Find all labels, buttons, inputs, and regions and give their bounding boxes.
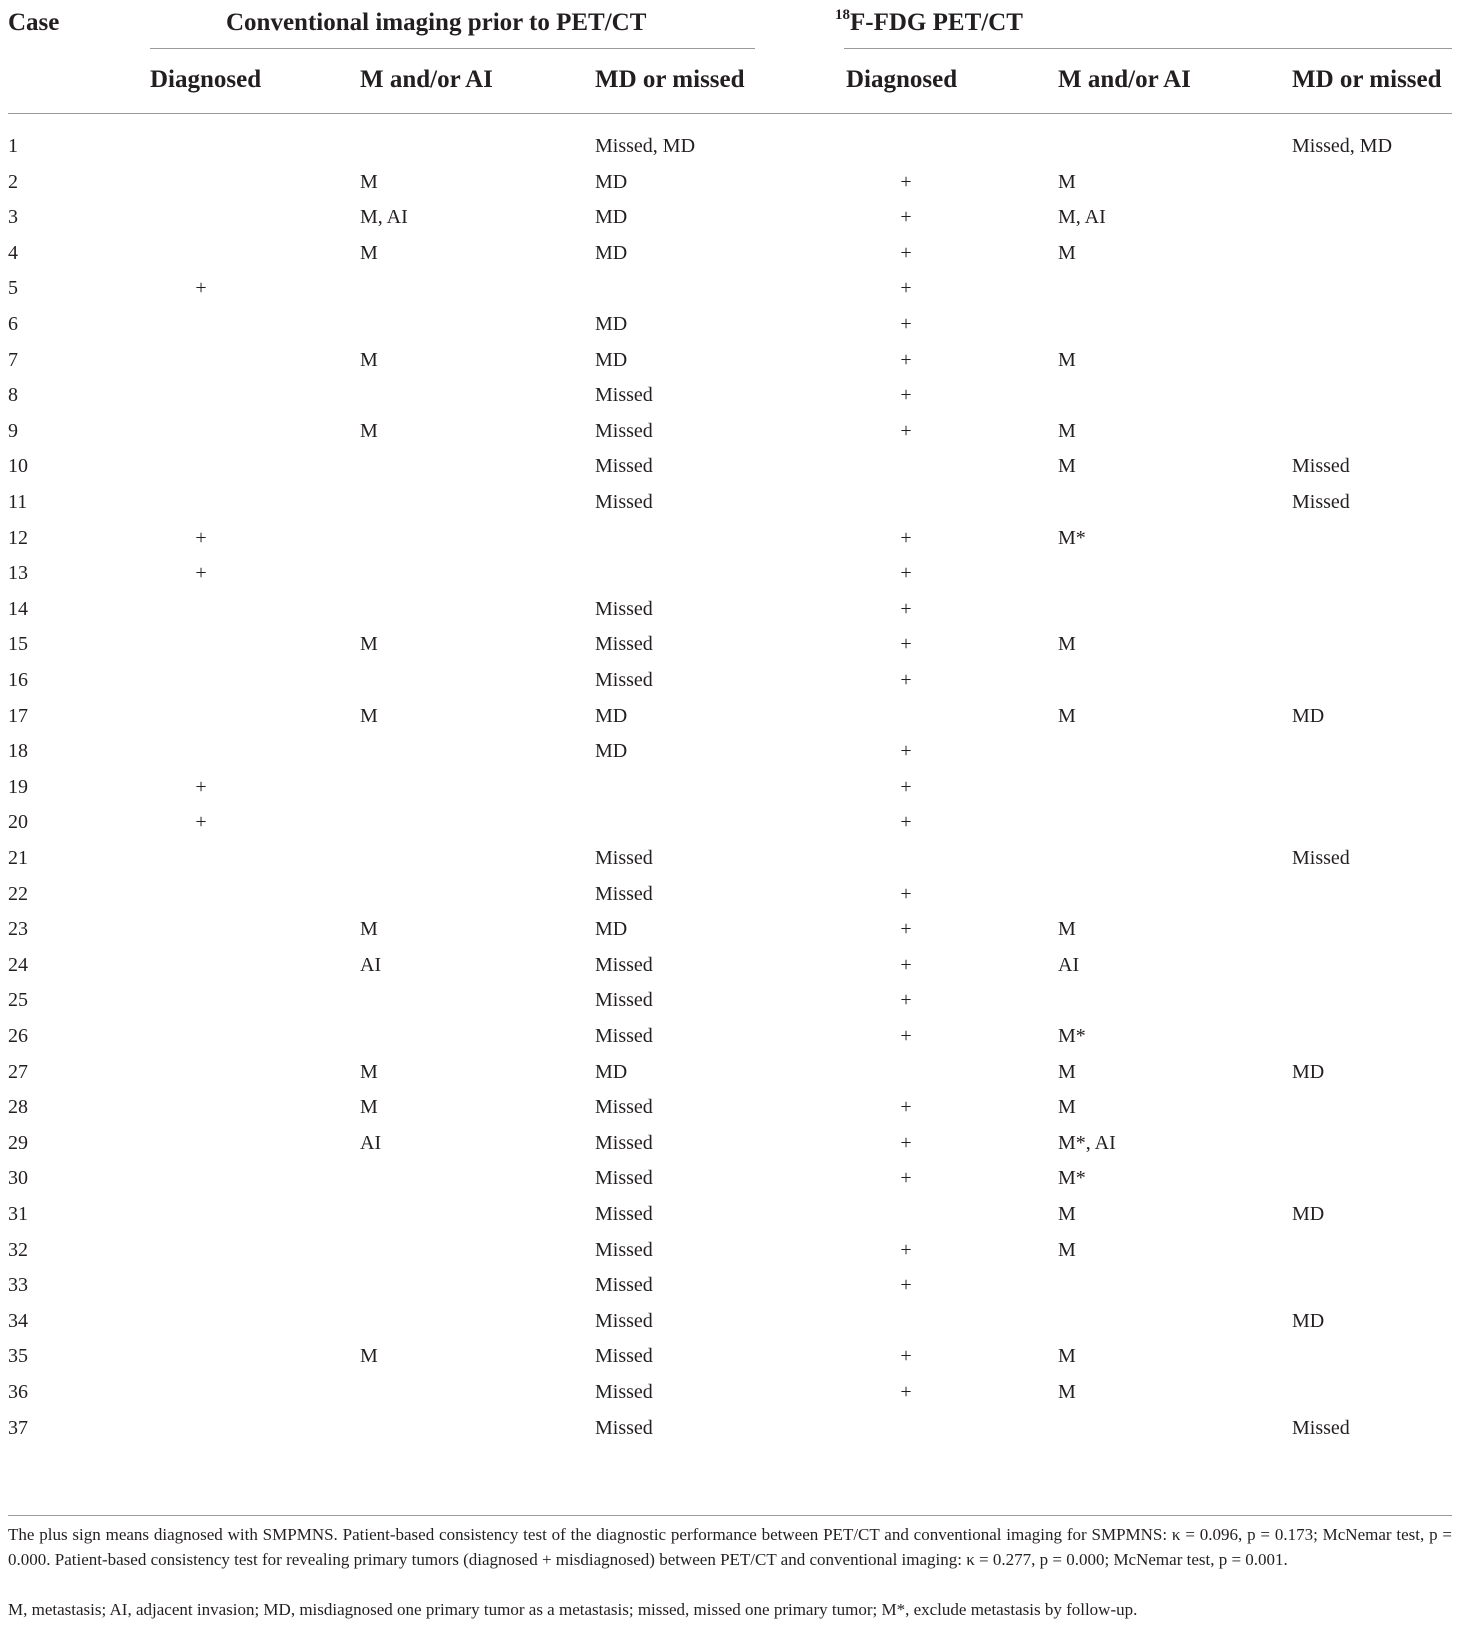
pet-m-ai-cell: M*: [1058, 1167, 1086, 1190]
conventional-md-missed-cell: Missed: [595, 953, 653, 976]
case-number-cell: 12: [8, 526, 28, 549]
conventional-m-ai-cell: M, AI: [360, 206, 408, 229]
pet-md-missed-cell: MD: [1292, 1309, 1325, 1332]
pet-diagnosed-cell: +: [900, 562, 912, 585]
table-row: [0, 484, 1460, 520]
pet-diagnosed-cell: +: [900, 597, 912, 620]
conventional-md-missed-cell: MD: [595, 206, 628, 229]
case-number-cell: 21: [8, 847, 28, 869]
table-row: [0, 1160, 1460, 1196]
subheader-m-ai-conventional: M and/or AI: [360, 66, 493, 93]
table-row: [0, 840, 1460, 876]
conventional-diagnosed-cell: +: [195, 277, 207, 300]
table-row: [0, 1125, 1460, 1161]
pet-m-ai-cell: M: [1058, 1203, 1076, 1225]
table-row: [0, 413, 1460, 449]
pet-diagnosed-cell: +: [900, 241, 912, 264]
pet-m-ai-cell: M: [1058, 918, 1076, 941]
conventional-md-missed-cell: MD: [595, 348, 628, 371]
pet-m-ai-cell: M: [1058, 704, 1076, 727]
table-row: [0, 1267, 1460, 1303]
conventional-m-ai-cell: M: [360, 704, 378, 727]
case-number-cell: 24: [8, 953, 28, 976]
table-row: [0, 1303, 1460, 1339]
case-number-cell: 30: [8, 1167, 28, 1190]
table-row: [0, 804, 1460, 840]
case-number-cell: 7: [8, 348, 18, 371]
conventional-m-ai-cell: M: [360, 1096, 378, 1119]
pet-m-ai-cell: AI: [1058, 953, 1080, 976]
case-number-cell: 37: [8, 1416, 28, 1439]
group-rule-pet-ct: [844, 48, 1452, 49]
pet-m-ai-cell: M: [1058, 1238, 1076, 1261]
pet-m-ai-cell: M: [1058, 1345, 1076, 1368]
case-number-cell: 9: [8, 419, 18, 442]
table-row: [0, 1054, 1460, 1090]
case-number-cell: 17: [8, 704, 28, 727]
pet-diagnosed-cell: +: [900, 170, 912, 193]
case-number-cell: 13: [8, 562, 28, 585]
table-row: [0, 876, 1460, 912]
pet-m-ai-cell: M: [1058, 455, 1076, 478]
conventional-md-missed-cell: MD: [595, 704, 628, 727]
footnote-statistics: The plus sign means diagnosed with SMPMNS. Patient-based consistency test of the diagnostic performance between PET/CT and conventional imaging for SMPMNS: κ = 0.096, p = 0.173; McNemar test, p = 0.000. Patient-based consistency test for revealing primary tumors (diagnosed + misdiagnosed) between PET/CT and conventional imaging: κ = 0.277, p = 0.000; McNemar test, p = 0.001.: [8, 1525, 1452, 1569]
pet-diagnosed-cell: +: [900, 313, 912, 335]
pet-md-missed-cell: MD: [1292, 1060, 1325, 1083]
pet-diagnosed-cell: +: [900, 1025, 912, 1047]
pet-m-ai-cell: M: [1058, 170, 1076, 193]
pet-m-ai-cell: M: [1058, 633, 1076, 656]
pet-diagnosed-cell: +: [900, 1167, 912, 1190]
pet-md-missed-cell: Missed: [1292, 847, 1350, 869]
pet-md-missed-cell: Missed: [1292, 455, 1350, 478]
pet-diagnosed-cell: +: [900, 953, 912, 976]
pet-diagnosed-cell: +: [900, 1096, 912, 1119]
table-row: [0, 733, 1460, 769]
conventional-md-missed-cell: Missed: [595, 1131, 653, 1154]
pet-m-ai-cell: M: [1058, 1381, 1076, 1403]
conventional-m-ai-cell: M: [360, 241, 378, 264]
group-rule-conventional: [150, 48, 755, 49]
case-number-cell: 18: [8, 740, 28, 763]
conventional-m-ai-cell: AI: [360, 1131, 382, 1154]
case-number-cell: 27: [8, 1060, 28, 1083]
conventional-md-missed-cell: Missed: [595, 1025, 653, 1047]
pet-m-ai-cell: M: [1058, 1096, 1076, 1119]
conventional-diagnosed-cell: +: [195, 562, 207, 585]
conventional-diagnosed-cell: +: [195, 775, 207, 798]
pet-diagnosed-cell: +: [900, 1131, 912, 1154]
header-case: Case: [8, 9, 60, 36]
footnote-abbreviations: M, metastasis; AI, adjacent invasion; MD, misdiagnosed one primary tumor as a metastasis; missed, missed one primary tumor; M*, exclude metastasis by follow-up.: [8, 1600, 1138, 1619]
pet-diagnosed-cell: +: [900, 740, 912, 763]
header-pet-ct-superscript: 18: [835, 6, 850, 23]
header-bottom-rule: [8, 113, 1452, 114]
table-row: [0, 1410, 1460, 1446]
conventional-md-missed-cell: Missed: [595, 455, 653, 478]
pet-diagnosed-cell: +: [900, 419, 912, 442]
conventional-md-missed-cell: MD: [595, 313, 628, 335]
conventional-md-missed-cell: Missed: [595, 1345, 653, 1368]
conventional-m-ai-cell: M: [360, 419, 378, 442]
table-row: [0, 128, 1460, 164]
conventional-md-missed-cell: Missed: [595, 1416, 653, 1439]
header-conventional-imaging: Conventional imaging prior to PET/CT: [226, 9, 647, 36]
conventional-md-missed-cell: MD: [595, 241, 628, 264]
case-number-cell: 10: [8, 455, 28, 478]
case-number-cell: 32: [8, 1238, 28, 1261]
case-number-cell: 14: [8, 597, 28, 620]
table-row: [0, 1196, 1460, 1232]
conventional-m-ai-cell: M: [360, 1060, 378, 1083]
conventional-md-missed-cell: Missed, MD: [595, 135, 696, 157]
case-number-cell: 2: [8, 170, 18, 193]
conventional-m-ai-cell: M: [360, 1345, 378, 1368]
pet-diagnosed-cell: +: [900, 811, 912, 834]
conventional-md-missed-cell: Missed: [595, 384, 653, 407]
conventional-md-missed-cell: Missed: [595, 1274, 653, 1297]
header-pet-ct-label: F-FDG PET/CT: [850, 9, 1023, 36]
conventional-md-missed-cell: Missed: [595, 669, 653, 691]
table-row: [0, 342, 1460, 378]
conventional-m-ai-cell: M: [360, 170, 378, 193]
table-row: [0, 555, 1460, 591]
conventional-m-ai-cell: M: [360, 633, 378, 656]
conventional-diagnosed-cell: +: [195, 526, 207, 549]
conventional-diagnosed-cell: +: [195, 811, 207, 834]
pet-m-ai-cell: M*: [1058, 1025, 1086, 1047]
conventional-md-missed-cell: MD: [595, 1060, 628, 1083]
table-row: [0, 982, 1460, 1018]
conventional-md-missed-cell: MD: [595, 740, 628, 763]
pet-diagnosed-cell: +: [900, 348, 912, 371]
conventional-md-missed-cell: MD: [595, 170, 628, 193]
pet-diagnosed-cell: +: [900, 669, 912, 691]
pet-m-ai-cell: M, AI: [1058, 206, 1106, 229]
conventional-m-ai-cell: M: [360, 918, 378, 941]
pet-md-missed-cell: MD: [1292, 704, 1325, 727]
case-number-cell: 15: [8, 633, 28, 656]
case-number-cell: 23: [8, 918, 28, 941]
table-row: [0, 947, 1460, 983]
table-row: [0, 591, 1460, 627]
conventional-md-missed-cell: Missed: [595, 989, 653, 1012]
case-number-cell: 35: [8, 1345, 28, 1368]
table-row: [0, 1232, 1460, 1268]
conventional-md-missed-cell: Missed: [595, 1203, 653, 1225]
table-row: [0, 199, 1460, 235]
conventional-md-missed-cell: Missed: [595, 882, 653, 905]
conventional-md-missed-cell: Missed: [595, 1238, 653, 1261]
pet-diagnosed-cell: +: [900, 1345, 912, 1368]
pet-diagnosed-cell: +: [900, 206, 912, 229]
table-row: [0, 626, 1460, 662]
pet-diagnosed-cell: +: [900, 775, 912, 798]
case-number-cell: 22: [8, 882, 28, 905]
table-row: [0, 235, 1460, 271]
table-bottom-rule: [8, 1515, 1452, 1516]
pet-m-ai-cell: M: [1058, 241, 1076, 264]
conventional-md-missed-cell: Missed: [595, 1167, 653, 1190]
case-number-cell: 1: [8, 135, 18, 157]
pet-diagnosed-cell: +: [900, 633, 912, 656]
case-number-cell: 5: [8, 277, 18, 300]
pet-diagnosed-cell: +: [900, 1238, 912, 1261]
conventional-md-missed-cell: Missed: [595, 847, 653, 869]
table-row: [0, 698, 1460, 734]
case-number-cell: 11: [8, 491, 28, 513]
subheader-m-ai-pet: M and/or AI: [1058, 66, 1191, 93]
case-number-cell: 34: [8, 1309, 28, 1332]
case-number-cell: 29: [8, 1131, 28, 1154]
case-number-cell: 33: [8, 1274, 28, 1297]
table-row: [0, 448, 1460, 484]
subheader-md-missed-conventional: MD or missed: [595, 66, 745, 93]
subheader-md-missed-pet: MD or missed: [1292, 66, 1442, 93]
table-row: [0, 1018, 1460, 1054]
conventional-md-missed-cell: Missed: [595, 633, 653, 656]
pet-diagnosed-cell: +: [900, 882, 912, 905]
pet-diagnosed-cell: +: [900, 1274, 912, 1297]
conventional-md-missed-cell: Missed: [595, 597, 653, 620]
pet-diagnosed-cell: +: [900, 526, 912, 549]
conventional-md-missed-cell: Missed: [595, 1381, 653, 1403]
table-row: [0, 377, 1460, 413]
conventional-md-missed-cell: Missed: [595, 1309, 653, 1332]
pet-md-missed-cell: Missed: [1292, 491, 1350, 513]
pet-md-missed-cell: MD: [1292, 1203, 1325, 1225]
table-row: [0, 164, 1460, 200]
table-row: [0, 1374, 1460, 1410]
conventional-md-missed-cell: MD: [595, 918, 628, 941]
case-number-cell: 26: [8, 1025, 28, 1047]
table-row: [0, 662, 1460, 698]
conventional-md-missed-cell: Missed: [595, 419, 653, 442]
case-number-cell: 8: [8, 384, 18, 407]
case-number-cell: 25: [8, 989, 28, 1012]
pet-diagnosed-cell: +: [900, 384, 912, 407]
conventional-md-missed-cell: Missed: [595, 491, 653, 513]
case-number-cell: 31: [8, 1203, 28, 1225]
conventional-m-ai-cell: AI: [360, 953, 382, 976]
case-number-cell: 19: [8, 775, 28, 798]
table-row: [0, 306, 1460, 342]
subheader-diagnosed-conventional: Diagnosed: [150, 66, 262, 93]
case-number-cell: 20: [8, 811, 28, 834]
table-row: [0, 1338, 1460, 1374]
pet-m-ai-cell: M: [1058, 1060, 1076, 1083]
pet-diagnosed-cell: +: [900, 989, 912, 1012]
pet-diagnosed-cell: +: [900, 918, 912, 941]
pet-m-ai-cell: M: [1058, 419, 1076, 442]
table-row: [0, 520, 1460, 556]
pet-diagnosed-cell: +: [900, 277, 912, 300]
pet-diagnosed-cell: +: [900, 1381, 912, 1403]
subheader-diagnosed-pet: Diagnosed: [846, 66, 958, 93]
table-row: [0, 270, 1460, 306]
table-row: [0, 911, 1460, 947]
case-number-cell: 4: [8, 241, 18, 264]
conventional-m-ai-cell: M: [360, 348, 378, 371]
pet-m-ai-cell: M: [1058, 348, 1076, 371]
pet-md-missed-cell: Missed, MD: [1292, 135, 1393, 157]
case-number-cell: 16: [8, 669, 28, 691]
table-row: [0, 1089, 1460, 1125]
pet-md-missed-cell: Missed: [1292, 1416, 1350, 1439]
pet-m-ai-cell: M*: [1058, 526, 1086, 549]
case-number-cell: 3: [8, 206, 18, 229]
conventional-md-missed-cell: Missed: [595, 1096, 653, 1119]
pet-m-ai-cell: M*, AI: [1058, 1131, 1116, 1154]
case-number-cell: 28: [8, 1096, 28, 1119]
case-number-cell: 36: [8, 1381, 28, 1403]
header-pet-ct: [835, 6, 1023, 36]
table-row: [0, 769, 1460, 805]
case-number-cell: 6: [8, 313, 18, 335]
